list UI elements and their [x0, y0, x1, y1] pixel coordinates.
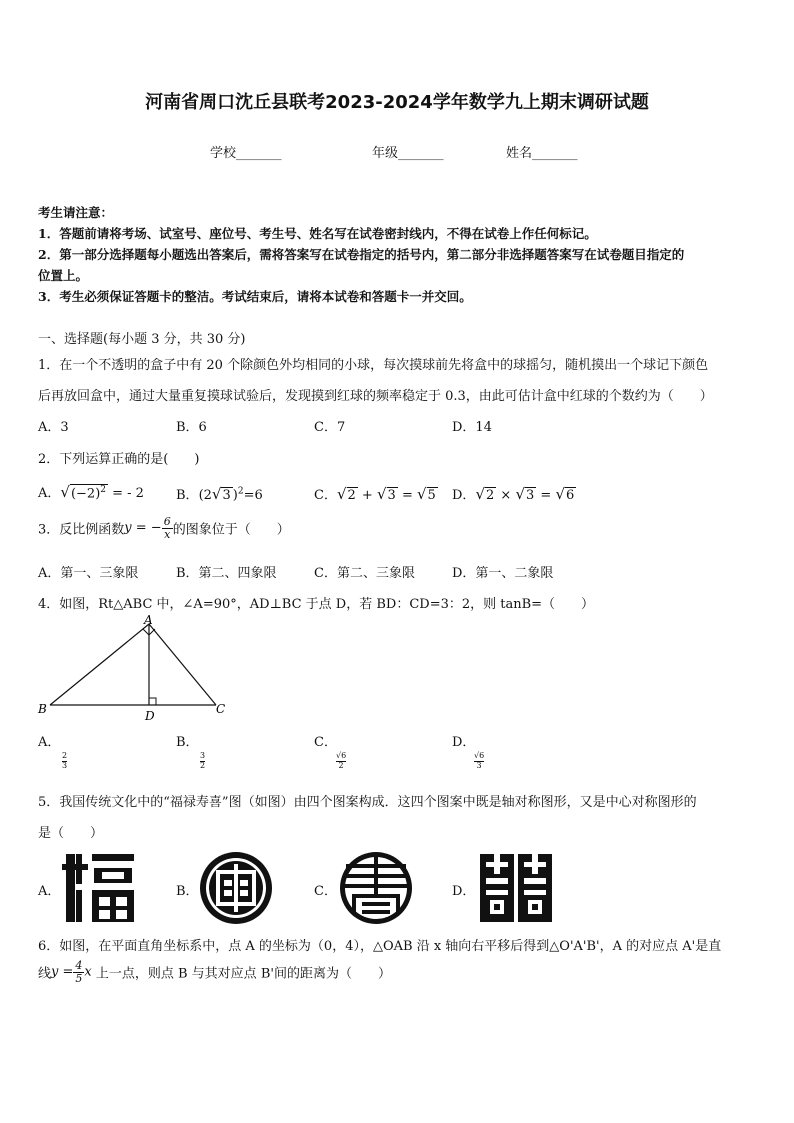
q4-b-den: 2 — [200, 760, 206, 770]
side-ab — [50, 624, 149, 705]
q2-a-radicand — [70, 484, 108, 501]
q4-option-b — [176, 731, 205, 771]
q6-var: x — [84, 964, 92, 980]
notice-item-3: 3．考生必须保证答题卡的整洁。考试结束后，请将本试卷和答题卡一并交回。 — [38, 289, 472, 304]
q2-c-op: + — [357, 488, 377, 503]
name-field: 姓名_______ — [506, 146, 578, 161]
q3-option-d: D．第一、二象限 — [452, 566, 554, 581]
q1-option-d: D．14 — [452, 420, 492, 435]
vertex-b-label: B — [38, 702, 47, 716]
q2-a-rest: = - 2 — [108, 486, 144, 501]
vertex-d-label: D — [145, 709, 155, 723]
q4-stem: 4．如图，Rt△ABC 中，∠A=90°，AD⊥BC 于点 D，若 BD：CD=3：2，则 tanB=（ ） — [38, 597, 595, 612]
q4-b-label: B． — [176, 735, 199, 750]
q5-line1: 5．我国传统文化中的“福禄寿喜”图（如图）由四个图案构成．这四个图案中既是轴对称图形，又是中心对称图形的 — [38, 795, 697, 810]
q4-c-frac — [336, 752, 346, 771]
q2-a-rad: (−2) — [70, 486, 101, 501]
q4-a-label: A． — [38, 735, 61, 750]
q2-d-r1: 2 — [486, 488, 495, 503]
q6-pre: 线 — [38, 966, 52, 982]
q2-stem: 2．下列运算正确的是( ) — [38, 452, 200, 467]
q5-option-a: A． — [38, 884, 61, 899]
sqrt-icon: √ — [475, 485, 485, 503]
side-ac — [149, 624, 216, 705]
q4-a-den: 3 — [62, 760, 68, 770]
q4-d-label: D． — [452, 735, 476, 750]
q2-a-exp: 2 — [100, 484, 106, 495]
q3-option-a: A．第一、三象限 — [38, 566, 139, 581]
q6-fraction — [73, 960, 84, 984]
lu-symbol-icon — [198, 850, 274, 926]
q6-line2 — [38, 960, 391, 984]
fu-symbol-icon — [62, 850, 138, 926]
q4-d-num: √6 — [474, 751, 485, 760]
q2-b-post: ) — [232, 488, 238, 503]
q3-option-b: B．第二、四象限 — [176, 566, 277, 581]
right-angle-d-icon — [149, 698, 156, 705]
q2-b-pre: (2 — [198, 488, 212, 503]
q6-den: 5 — [75, 971, 83, 985]
q6-num: 4 — [75, 959, 83, 972]
q4-d-den: 3 — [476, 760, 482, 770]
q6-post: 上一点，则点 B 与其对应点 B'间的距离为（ ） — [91, 966, 391, 982]
q3-pre: 3．反比例函数 — [38, 522, 125, 538]
notice-heading: 考生请注意： — [38, 205, 114, 220]
q2-option-b — [176, 484, 263, 503]
q5-line2: 是（ ） — [38, 826, 104, 841]
q2-b-rad: 3 — [222, 488, 231, 503]
vertex-c-label: C — [216, 702, 226, 716]
q4-b-num: 3 — [200, 751, 206, 760]
q4-option-a — [38, 731, 67, 771]
q2-d-r3: 6 — [566, 488, 575, 503]
sqrt-icon: √ — [555, 485, 566, 503]
shou-symbol-icon — [338, 850, 414, 926]
sqrt-icon: √ — [336, 485, 347, 503]
q5-option-b: B． — [176, 884, 199, 899]
q5-option-d: D． — [452, 884, 476, 899]
q1-option-c: C．7 — [314, 420, 346, 435]
q3-fraction — [162, 516, 173, 540]
q2-d-r2: 3 — [526, 488, 535, 503]
q4-a-num: 2 — [62, 751, 68, 760]
q3-post: 的图象位于（ ） — [172, 522, 290, 538]
q4-a-frac — [62, 752, 67, 771]
q1-option-a: A．3 — [38, 420, 69, 435]
sqrt-icon: √ — [416, 485, 427, 503]
notice-item-1: 1．答题前请将考场、试室号、座位号、考生号、姓名写在试卷密封线内，不得在试卷上作任何标记。 — [38, 226, 597, 241]
q5-option-c: C． — [314, 884, 337, 899]
q4-option-d — [452, 731, 484, 771]
section-heading: 一、选择题(每小题 3 分，共 30 分) — [38, 332, 246, 347]
vertex-a-label: A — [144, 613, 153, 627]
notice-item-2: 2．第一部分选择题每小题选出答案后，需将答案写在试卷指定的括号内，第二部分非选择题答案写在试卷题目指定的 — [38, 247, 685, 262]
sqrt-icon: √ — [376, 485, 387, 503]
q4-d-frac — [474, 752, 484, 771]
q3-num: 6 — [163, 515, 171, 528]
triangle-figure — [34, 612, 234, 724]
q2-b-label: B． — [176, 488, 199, 503]
q1-line1: 1．在一个不透明的盒子中有 20 个除颜色外均相同的小球，每次摸球前先将盒中的球摇匀，随机摸出一个球记下颜色 — [38, 358, 709, 373]
sqrt-icon: √ — [515, 485, 526, 503]
school-field: 学校_______ — [210, 146, 282, 161]
q2-a-label: A． — [38, 486, 61, 501]
q2-c-label: C． — [314, 488, 337, 503]
sqrt-icon: √ — [60, 483, 70, 501]
q4-c-label: C． — [314, 735, 337, 750]
q6-line1: 6．如图，在平面直角坐标系中，点 A 的坐标为（0，4），△OAB 沿 x 轴向右平移后得到△O'A'B'，A 的对应点 A'是直 — [38, 939, 722, 954]
q2-d-eq: = — [536, 488, 556, 503]
q4-c-num: √6 — [336, 751, 347, 760]
q2-b-exp: 2 — [237, 486, 244, 497]
q2-c-r2: 3 — [387, 488, 396, 503]
q3-den: x — [164, 527, 171, 541]
notice-item-2-cont: 位置上。 — [38, 268, 89, 283]
q2-option-a — [38, 482, 144, 501]
q2-c-eq: = — [397, 488, 417, 503]
sqrt-icon: √ — [211, 485, 222, 503]
grade-field: 年级_______ — [372, 146, 444, 161]
q2-option-d — [452, 484, 576, 503]
q3-option-c: C．第二、三象限 — [314, 566, 415, 581]
xi-symbol-icon — [478, 850, 554, 926]
q4-option-c — [314, 731, 346, 771]
q6-func: y = — [51, 964, 74, 980]
q2-d-op: × — [496, 488, 516, 503]
q2-c-r1: 2 — [347, 488, 356, 503]
q2-c-r3: 5 — [427, 488, 436, 503]
q4-b-frac — [200, 752, 205, 771]
q2-b-rest: =6 — [243, 488, 263, 503]
page-title: 河南省周口沈丘县联考2023-2024学年数学九上期末调研试题 — [145, 92, 649, 113]
q3-stem — [38, 516, 290, 540]
q4-c-den: 2 — [338, 760, 344, 770]
q1-option-b: B．6 — [176, 420, 207, 435]
q2-option-c — [314, 484, 438, 503]
q2-d-label: D． — [452, 488, 476, 503]
q3-func: y = − — [124, 520, 162, 536]
q1-line2: 后再放回盒中，通过大量重复摸球试验后，发现摸到红球的频率稳定于 0.3，由此可估计盒中红球的个数约为（ ） — [38, 389, 713, 404]
